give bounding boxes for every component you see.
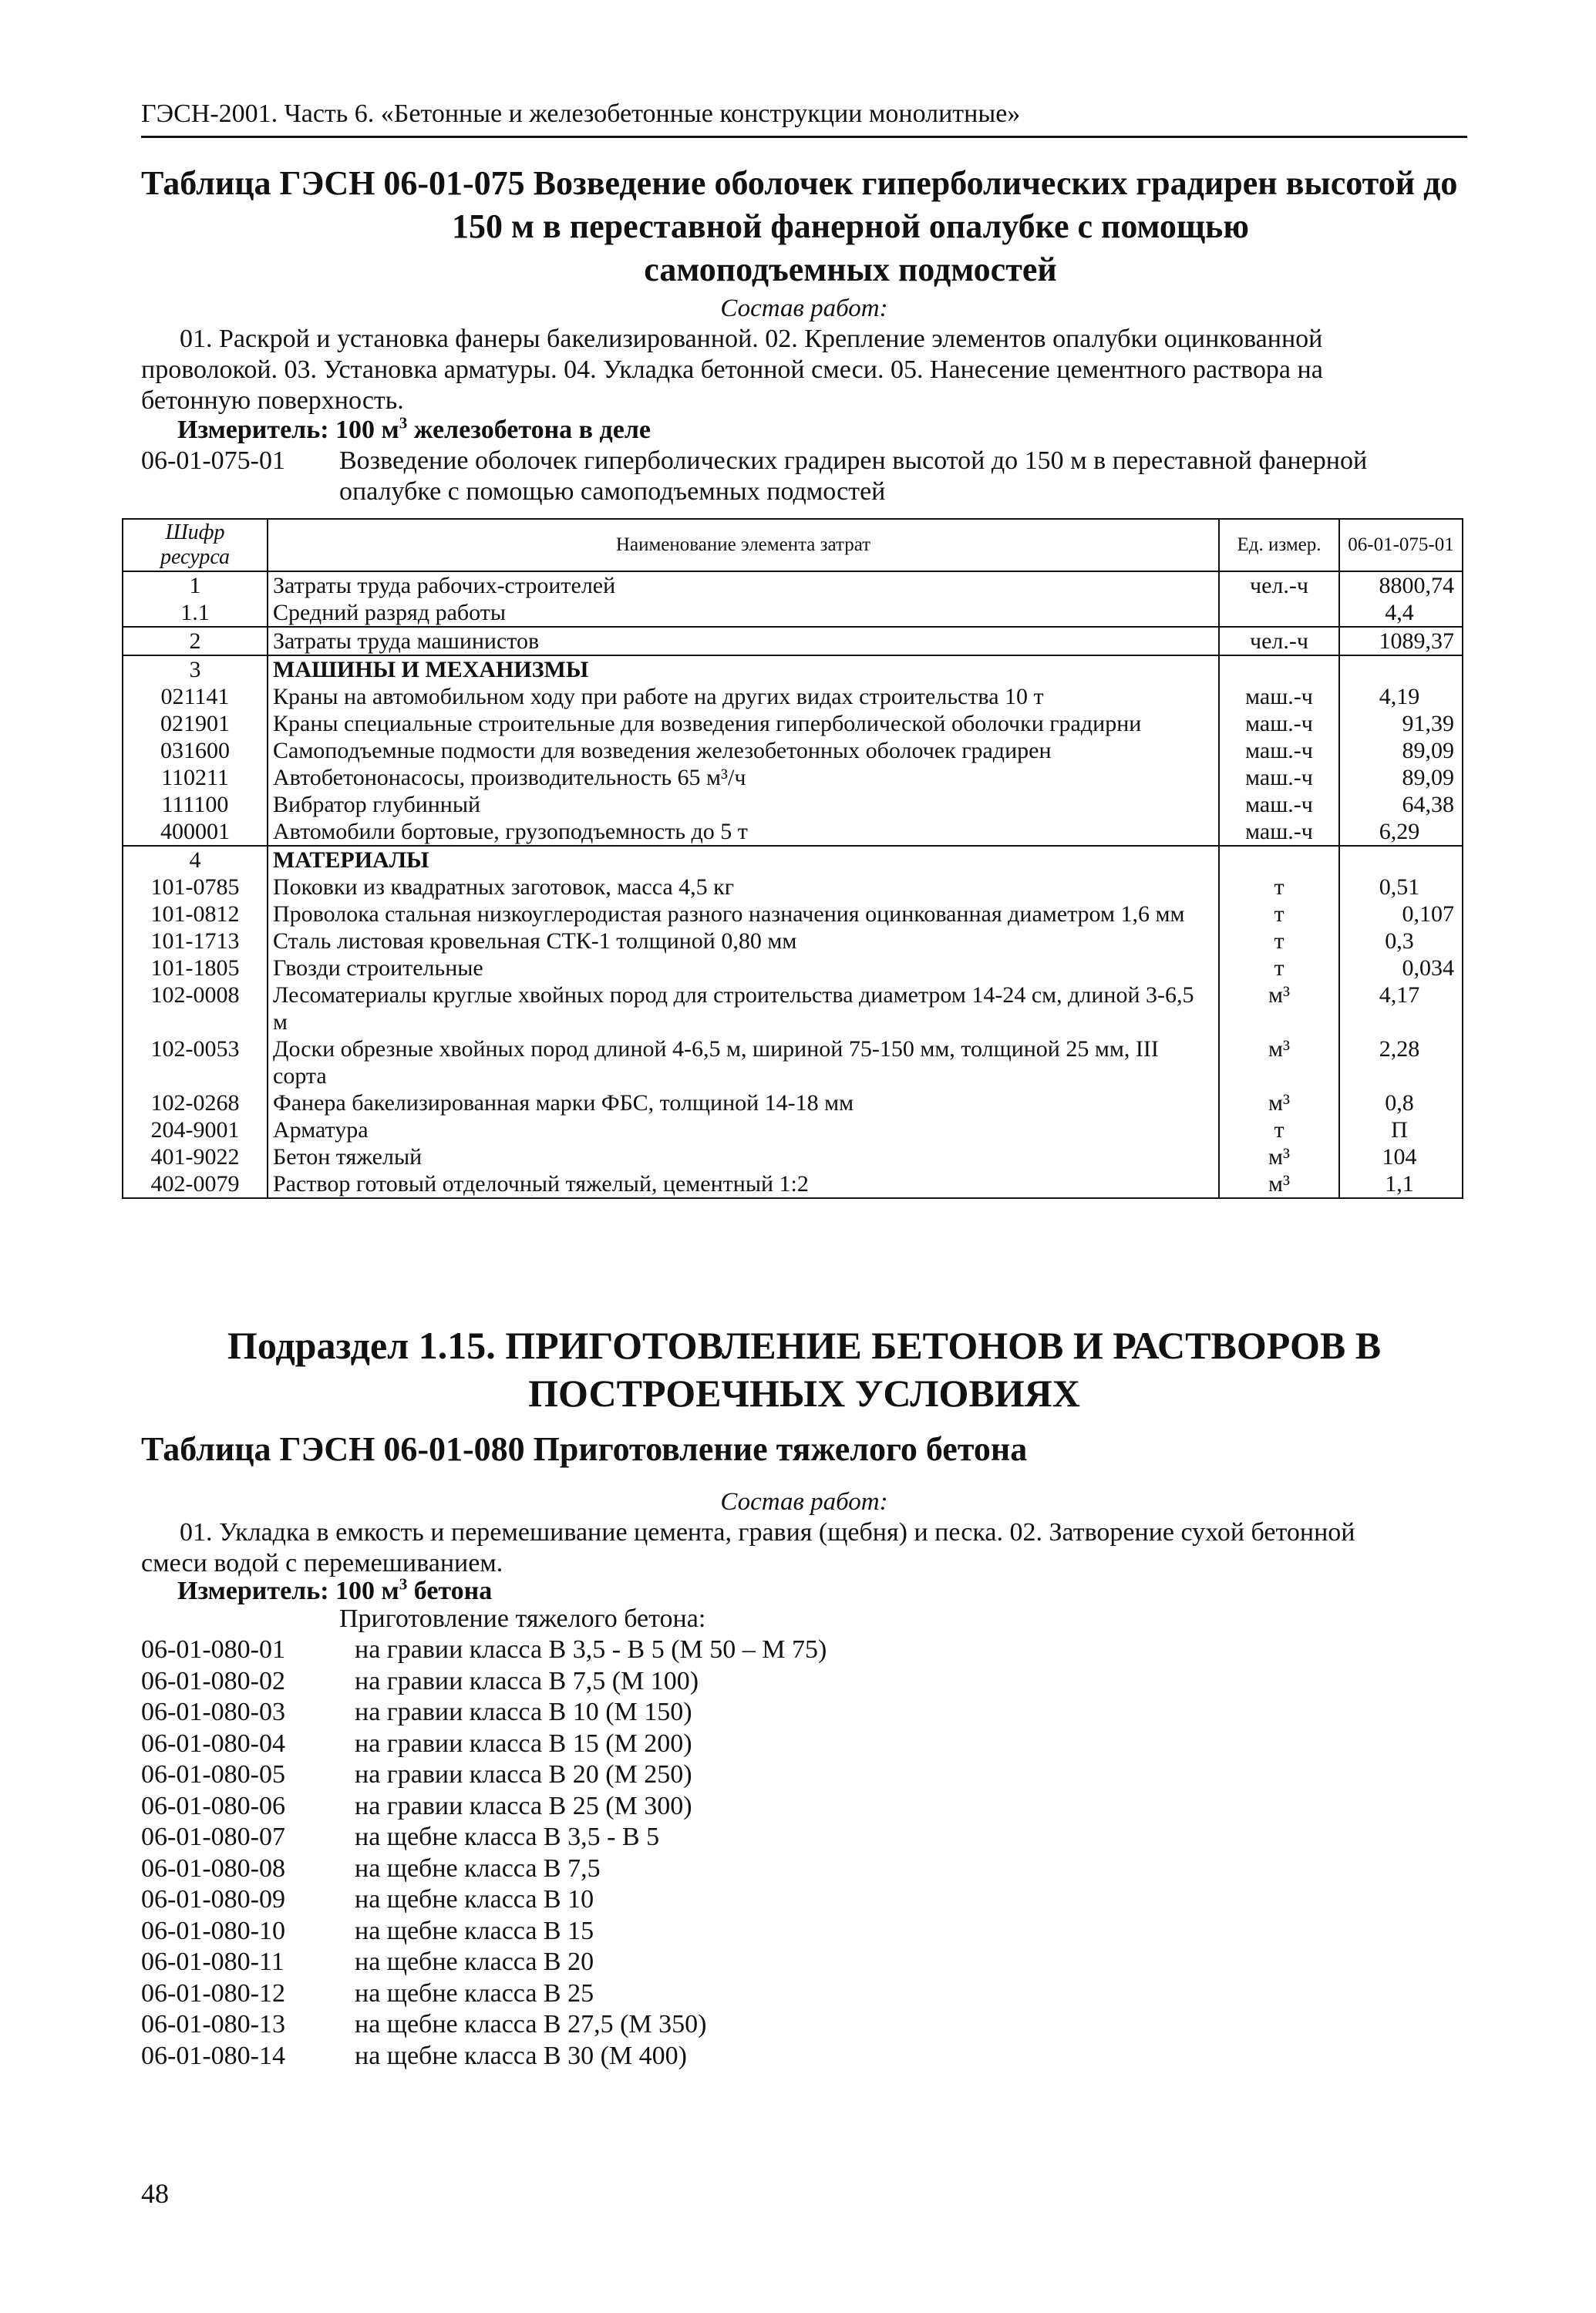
item-code: 06-01-080-12 <box>141 1978 285 2008</box>
cell-code: 110211 <box>123 764 268 791</box>
cell-code: 021141 <box>123 683 268 710</box>
cell-value: 0,51 <box>1339 874 1463 901</box>
list-item <box>141 1822 1467 1853</box>
cell-unit: т <box>1219 1116 1339 1143</box>
table1-works-line: бетонную поверхность. <box>141 386 404 415</box>
cell-name: Арматура <box>268 1116 1219 1143</box>
cell-value: 1,1 <box>1339 1170 1463 1198</box>
item-code: 06-01-080-13 <box>141 2010 285 2039</box>
table-row <box>123 791 1463 818</box>
cell-value: 0,034 <box>1339 954 1463 981</box>
cell-unit: маш.-ч <box>1219 791 1339 818</box>
list-item <box>141 1697 1467 1729</box>
col-header-unit: Ед. измер. <box>1219 519 1339 571</box>
table-row <box>123 599 1463 627</box>
cell-code: 101-0812 <box>123 901 268 928</box>
cell-value: 4,19 <box>1339 683 1463 710</box>
col-header-value: 06-01-075-01 <box>1339 519 1463 571</box>
cell-code: 400001 <box>123 818 268 846</box>
table-row <box>123 954 1463 981</box>
table-row <box>123 1170 1463 1198</box>
cell-name: Доски обрезные хвойных пород длиной 4-6,5 м, шириной 75-150 мм, толщиной 25 мм, III сорта <box>268 1035 1219 1089</box>
col-header-name: Наименование элемента затрат <box>268 519 1219 571</box>
item-description: на щебне класса В 20 <box>355 1948 594 1976</box>
cell-value: 64,38 <box>1339 791 1463 818</box>
cell-unit: маш.-ч <box>1219 764 1339 791</box>
cell-code: 1 <box>123 571 268 599</box>
item-description: на гравии класса В 20 (М 250) <box>355 1760 692 1789</box>
cell-code: 101-0785 <box>123 874 268 901</box>
cell-unit: м³ <box>1219 1170 1339 1198</box>
cell-code: 102-0053 <box>123 1035 268 1089</box>
cell-unit: чел.-ч <box>1219 571 1339 599</box>
list-item <box>141 1729 1467 1760</box>
item-description: на щебне класса В 10 <box>355 1885 594 1914</box>
table-row <box>123 737 1463 764</box>
item-code: 06-01-080-03 <box>141 1698 285 1726</box>
cell-code: 402-0079 <box>123 1170 268 1198</box>
cell-name: Средний разряд работы <box>268 599 1219 627</box>
table1-title-line: самоподъемных подмостей <box>644 251 1057 288</box>
item-description: на гравии класса В 15 (М 200) <box>355 1729 692 1758</box>
measure-suffix: железобетона в деле <box>407 416 651 444</box>
item-description: на щебне класса В 15 <box>355 1916 594 1945</box>
list-item <box>141 2041 1467 2072</box>
cell-unit <box>1219 655 1339 683</box>
cell-value: 104 <box>1339 1143 1463 1170</box>
cell-name: Затраты труда рабочих-строителей <box>268 571 1219 599</box>
table1-code: 06-01-075-01 <box>141 446 285 475</box>
table1-title <box>141 162 1467 291</box>
cell-name: Раствор готовый отделочный тяжелый, цементный 1:2 <box>268 1170 1219 1198</box>
cell-name: Автобетононасосы, производительность 65 м³/ч <box>268 764 1219 791</box>
cell-unit: маш.-ч <box>1219 710 1339 737</box>
cell-unit <box>1219 846 1339 874</box>
cell-value: 89,09 <box>1339 737 1463 764</box>
cell-unit: т <box>1219 954 1339 981</box>
cell-value: 0,8 <box>1339 1089 1463 1116</box>
list-item <box>141 1947 1467 1978</box>
cell-name: Затраты труда машинистов <box>268 627 1219 655</box>
list-item <box>141 2009 1467 2041</box>
item-description: на гравии класса В 25 (М 300) <box>355 1791 692 1820</box>
table1-works-line: 01. Раскрой и установка фанеры бакелизированной. 02. Крепление элементов опалубки оцинкованной <box>180 325 1323 353</box>
table1-code-description: Возведение оболочек гиперболических градирен высотой до 150 м в переставной фанерной опалубке с помощью самоподъемных подмостей <box>339 446 1368 506</box>
cell-unit: м³ <box>1219 981 1339 1035</box>
measure-sup: 3 <box>399 413 408 433</box>
cell-name: Лесоматериалы круглые хвойных пород для строительства диаметром 14-24 см, длиной 3-6,5 м <box>268 981 1219 1035</box>
cell-code: 4 <box>123 846 268 874</box>
cell-code: 111100 <box>123 791 268 818</box>
cell-unit: м³ <box>1219 1035 1339 1089</box>
table-row <box>123 901 1463 928</box>
cell-code: 401-9022 <box>123 1143 268 1170</box>
cell-name: Самоподъемные подмости для возведения железобетонных оболочек градирен <box>268 737 1219 764</box>
table2-list <box>141 1635 1467 2072</box>
cell-code: 031600 <box>123 737 268 764</box>
table2-works-label: Состав работ: <box>720 1488 888 1516</box>
list-item <box>141 1791 1467 1823</box>
cell-name: Поковки из квадратных заготовок, масса 4,5 кг <box>268 874 1219 901</box>
measure-prefix: Измеритель: 100 м <box>177 416 399 444</box>
table-row <box>123 571 1463 599</box>
cell-value <box>1339 846 1463 874</box>
table-row <box>123 818 1463 846</box>
cell-value: 6,29 <box>1339 818 1463 846</box>
cell-value: 91,39 <box>1339 710 1463 737</box>
item-code: 06-01-080-11 <box>141 1948 285 1976</box>
item-description: на щебне класса В 7,5 <box>355 1853 601 1883</box>
cell-code: 101-1713 <box>123 928 268 954</box>
cell-unit: маш.-ч <box>1219 818 1339 846</box>
measure-suffix: бетона <box>407 1577 493 1605</box>
table-row <box>123 683 1463 710</box>
cell-value: 8800,74 <box>1339 571 1463 599</box>
item-code: 06-01-080-09 <box>141 1885 285 1914</box>
subsection-heading <box>141 1321 1467 1417</box>
cell-name: МАТЕРИАЛЫ <box>268 846 1219 874</box>
running-header: ГЭСН-2001. Часть 6. «Бетонные и железобетонные конструкции монолитные» <box>141 99 1021 128</box>
col-header-cipher: Шифр ресурса <box>123 519 268 571</box>
cell-code: 1.1 <box>123 599 268 627</box>
table1-title-line: 150 м в переставной фанерной опалубке с помощью <box>452 207 1249 245</box>
table-row <box>123 874 1463 901</box>
table-row <box>123 1035 1463 1089</box>
item-code: 06-01-080-08 <box>141 1853 285 1883</box>
cell-value: 1089,37 <box>1339 627 1463 655</box>
measure-prefix: Измеритель: 100 м <box>177 1577 399 1605</box>
cell-code: 3 <box>123 655 268 683</box>
measure-sup: 3 <box>399 1574 408 1594</box>
table2-title: Таблица ГЭСН 06-01-080 Приготовление тяжелого бетона <box>141 1430 1028 1468</box>
cell-name: Вибратор глубинный <box>268 791 1219 818</box>
subsection-heading-line: Подраздел 1.15. ПРИГОТОВЛЕНИЕ БЕТОНОВ И РАСТВОРОВ В <box>227 1324 1382 1367</box>
cell-value: П <box>1339 1116 1463 1143</box>
item-code: 06-01-080-14 <box>141 2041 285 2070</box>
cell-code: 204-9001 <box>123 1116 268 1143</box>
item-description: на щебне класса В 3,5 - В 5 <box>355 1823 660 1851</box>
cell-name: Проволока стальная низкоуглеродистая разного назначения оцинкованная диаметром 1,6 мм <box>268 901 1219 928</box>
cell-name: МАШИНЫ И МЕХАНИЗМЫ <box>268 655 1219 683</box>
item-description: на щебне класса В 27,5 (М 350) <box>355 2010 707 2039</box>
item-code: 06-01-080-04 <box>141 1729 285 1758</box>
table-row <box>123 1116 1463 1143</box>
item-description: на гравии класса В 3,5 - В 5 (М 50 – М 75) <box>355 1635 827 1664</box>
cell-name: Сталь листовая кровельная СТК-1 толщиной 0,80 мм <box>268 928 1219 954</box>
table1-works-line: проволокой. 03. Установка арматуры. 04. Укладка бетонной смеси. 05. Нанесение цементного раствора на <box>141 355 1323 384</box>
list-item <box>141 1916 1467 1948</box>
cell-code: 101-1805 <box>123 954 268 981</box>
table1-works-label: Состав работ: <box>720 295 888 322</box>
table-body <box>123 571 1463 1198</box>
list-item <box>141 1635 1467 1666</box>
table2-list-title: Приготовление тяжелого бетона: <box>339 1604 706 1633</box>
list-item <box>141 1759 1467 1791</box>
cell-unit: т <box>1219 901 1339 928</box>
cell-code: 102-0008 <box>123 981 268 1035</box>
cell-name: Краны специальные строительные для возведения гиперболической оболочки градирни <box>268 710 1219 737</box>
item-description: на гравии класса В 10 (М 150) <box>355 1698 692 1726</box>
table2-measure <box>177 1576 492 1607</box>
table1-measure <box>177 415 651 446</box>
header-rule <box>141 136 1467 138</box>
cell-name: Гвозди строительные <box>268 954 1219 981</box>
cell-unit: м³ <box>1219 1089 1339 1116</box>
table-row <box>123 764 1463 791</box>
cell-value: 2,28 <box>1339 1035 1463 1089</box>
item-code: 06-01-080-10 <box>141 1916 285 1945</box>
cell-value: 4,17 <box>1339 981 1463 1035</box>
table-category-row <box>123 655 1463 683</box>
cell-unit: чел.-ч <box>1219 627 1339 655</box>
item-code: 06-01-080-01 <box>141 1635 285 1664</box>
list-item <box>141 1853 1467 1885</box>
table2-works-line: 01. Укладка в емкость и перемешивание цемента, гравия (щебня) и песка. 02. Затворение сухой бетонной <box>180 1518 1355 1547</box>
table-row <box>123 627 1463 655</box>
table1-title-line: Таблица ГЭСН 06-01-075 Возведение оболочек гиперболических градирен высотой до <box>141 164 1458 202</box>
table-row <box>123 1143 1463 1170</box>
list-item <box>141 1884 1467 1916</box>
cell-name: Автомобили бортовые, грузоподъемность до 5 т <box>268 818 1219 846</box>
cell-unit <box>1219 599 1339 627</box>
table-row <box>123 981 1463 1035</box>
item-code: 06-01-080-06 <box>141 1791 285 1820</box>
cell-value <box>1339 655 1463 683</box>
item-description: на гравии класса В 7,5 (М 100) <box>355 1666 699 1695</box>
cell-unit: маш.-ч <box>1219 683 1339 710</box>
table-header-row <box>123 519 1463 571</box>
table-category-row <box>123 846 1463 874</box>
cell-unit: маш.-ч <box>1219 737 1339 764</box>
cell-code: 102-0268 <box>123 1089 268 1116</box>
cell-unit: т <box>1219 874 1339 901</box>
cell-name: Фанера бакелизированная марки ФБС, толщиной 14-18 мм <box>268 1089 1219 1116</box>
cell-value: 0,107 <box>1339 901 1463 928</box>
table-row <box>123 1089 1463 1116</box>
cell-value: 4,4 <box>1339 599 1463 627</box>
table-row <box>123 710 1463 737</box>
resource-table <box>122 518 1463 1199</box>
page-number: 48 <box>141 2178 169 2209</box>
cell-value: 89,09 <box>1339 764 1463 791</box>
cell-code: 2 <box>123 627 268 655</box>
table2-works-line: смеси водой с перемешиванием. <box>141 1549 503 1577</box>
item-description: на щебне класса В 30 (М 400) <box>355 2041 687 2070</box>
list-item <box>141 1666 1467 1698</box>
list-item <box>141 1978 1467 2010</box>
item-code: 06-01-080-07 <box>141 1823 285 1851</box>
item-code: 06-01-080-02 <box>141 1666 285 1695</box>
cell-name: Бетон тяжелый <box>268 1143 1219 1170</box>
item-code: 06-01-080-05 <box>141 1760 285 1789</box>
table-row <box>123 928 1463 954</box>
cell-name: Краны на автомобильном ходу при работе на других видах строительства 10 т <box>268 683 1219 710</box>
cell-unit: м³ <box>1219 1143 1339 1170</box>
cell-value: 0,3 <box>1339 928 1463 954</box>
cell-unit: т <box>1219 928 1339 954</box>
item-description: на щебне класса В 25 <box>355 1978 594 2008</box>
subsection-heading-line: ПОСТРОЕЧНЫХ УСЛОВИЯХ <box>528 1372 1080 1415</box>
cell-code: 021901 <box>123 710 268 737</box>
